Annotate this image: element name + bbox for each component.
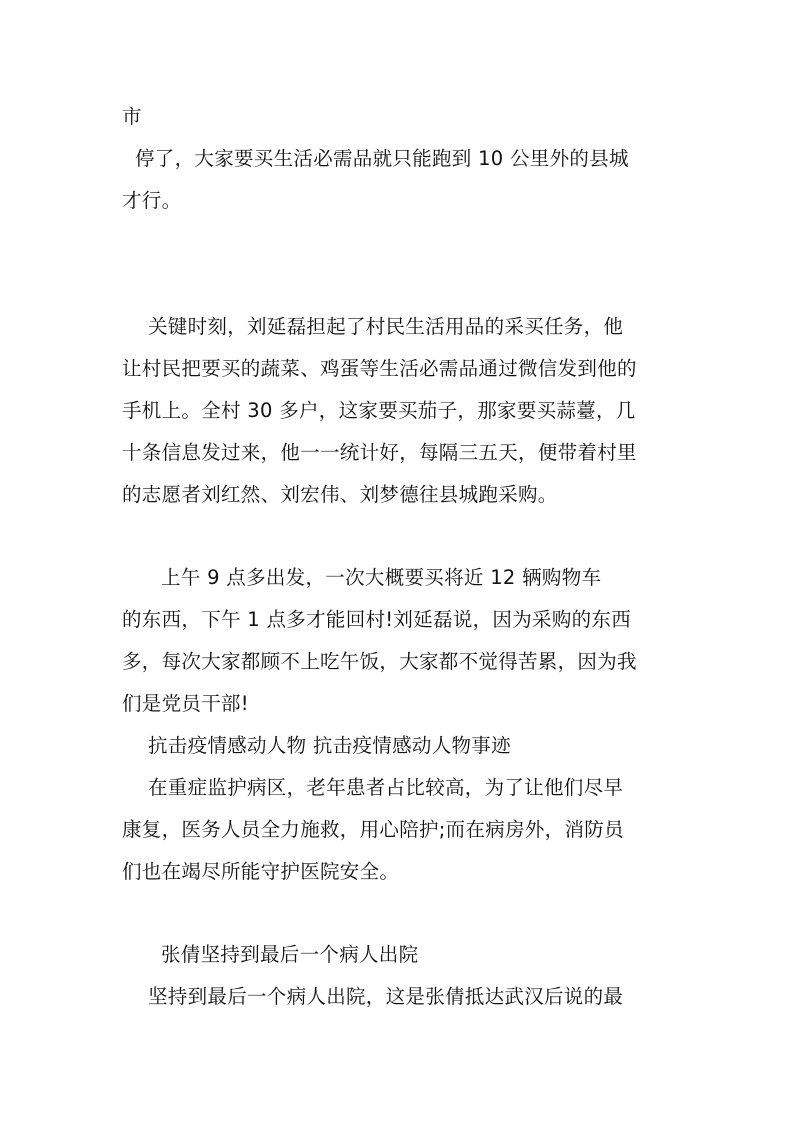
text-line-6: 手机上。全村 30 多户，这家要买茄子，那家要买蒜薹，几: [122, 399, 636, 422]
text-line-9: 上午 9 点多出发，一次大概要买将近 12 辆购物车: [122, 566, 602, 589]
text-line-3: 才行。: [122, 189, 182, 212]
text-line-17: 张倩坚持到最后一个病人出院: [122, 943, 419, 966]
text-line-10: 的东西，下午 1 点多才能回村!刘延磊说，因为采购的东西: [122, 608, 632, 631]
text-line-7: 十条信息发过来，他一一统计好，每隔三五天，便带着村里: [122, 441, 637, 464]
text-line-16: 们也在竭尽所能守护医院安全。: [122, 860, 400, 883]
text-line-13: 抗击疫情感动人物 抗击疫情感动人物事迹: [122, 734, 511, 757]
text-line-8: 的志愿者刘红然、刘宏伟、刘梦德往县城跑采购。: [122, 483, 558, 506]
text-line-12: 们是党员干部!: [122, 692, 249, 715]
text-line-5: 让村民把要买的蔬菜、鸡蛋等生活必需品通过微信发到他的: [122, 357, 637, 380]
text-line-14: 在重症监护病区，老年患者占比较高，为了让他们尽早: [122, 776, 624, 799]
text-line-15: 康复，医务人员全力施救，用心陪护;而在病房外，消防员: [122, 818, 624, 841]
text-line-2: 停了，大家要买生活必需品就只能跑到 10 公里外的县城: [122, 147, 629, 170]
text-line-4: 关键时刻，刘延磊担起了村民生活用品的采买任务，他: [122, 315, 624, 338]
text-line-18: 坚持到最后一个病人出院，这是张倩抵达武汉后说的最: [122, 985, 624, 1008]
text-line-1: 市: [122, 105, 142, 128]
text-line-11: 多，每次大家都顾不上吃午饭，大家都不觉得苦累，因为我: [122, 650, 637, 673]
